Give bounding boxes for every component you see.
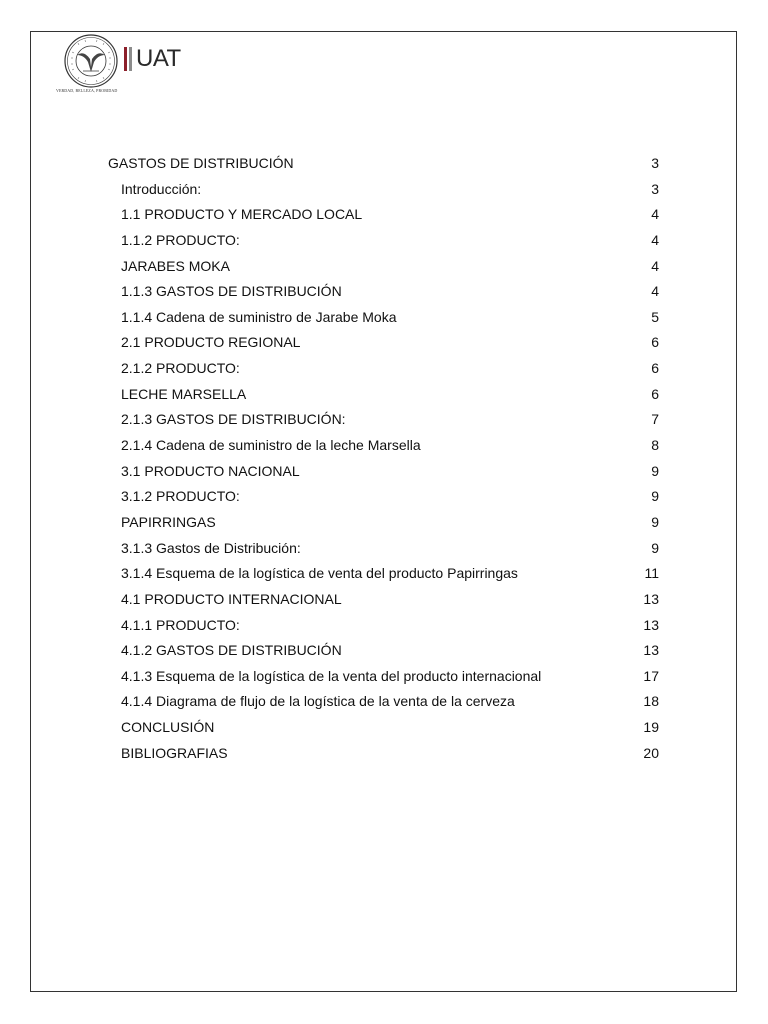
toc-entry[interactable] <box>31 587 736 613</box>
toc-entry-title: 2.1 PRODUCTO REGIONAL <box>121 334 301 351</box>
toc-entry[interactable] <box>31 510 736 536</box>
toc-entry-title: 4.1 PRODUCTO INTERNACIONAL <box>121 590 342 607</box>
toc-entry-page: 6 <box>651 360 659 377</box>
toc-entry-page: 9 <box>651 539 659 556</box>
toc-entry[interactable] <box>31 279 736 305</box>
toc-entry-title: JARABES MOKA <box>121 257 230 274</box>
toc-entry-page: 13 <box>643 616 659 633</box>
toc-entry-title: Introducción: <box>121 180 202 197</box>
header-logo <box>55 32 215 102</box>
toc-entry[interactable] <box>31 305 736 331</box>
toc-entry[interactable] <box>31 356 736 382</box>
toc-entry-page: 17 <box>643 667 659 684</box>
toc-entry-title: 4.1.4 Diagrama de flujo de la logística de la venta de la cerveza <box>121 693 515 710</box>
toc-entry[interactable] <box>31 330 736 356</box>
toc-entry-title: 4.1.2 GASTOS DE DISTRIBUCIÓN <box>121 642 342 659</box>
toc-entry-page: 9 <box>651 513 659 530</box>
toc-entry-title: 2.1.4 Cadena de suministro de la leche Marsella <box>121 437 421 454</box>
toc-entry[interactable] <box>31 741 736 767</box>
toc-entry-page: 19 <box>643 719 659 736</box>
uat-wordmark <box>124 44 181 74</box>
toc-entry-page: 9 <box>651 462 659 479</box>
toc-entry-page: 4 <box>651 231 659 248</box>
toc-entry[interactable] <box>31 382 736 408</box>
toc-entry-title: 3.1.2 PRODUCTO: <box>121 488 240 505</box>
toc-entry-title: BIBLIOGRAFIAS <box>121 744 228 761</box>
toc-entry-title: PAPIRRINGAS <box>121 513 216 530</box>
toc-entry-title: CONCLUSIÓN <box>121 719 215 736</box>
toc-entry-title: 2.1.2 PRODUCTO: <box>121 360 240 377</box>
toc-entry-title: 4.1.3 Esquema de la logística de la venta del producto internacional <box>121 667 542 684</box>
toc-entry-title: 1.1.4 Cadena de suministro de Jarabe Moka <box>121 308 397 325</box>
toc-entry-page: 9 <box>651 488 659 505</box>
toc-entry-title: 1.1.3 GASTOS DE DISTRIBUCIÓN <box>121 283 342 300</box>
toc-entry-page: 4 <box>651 257 659 274</box>
toc-entry-title: 1.1 PRODUCTO Y MERCADO LOCAL <box>121 206 363 223</box>
toc-entry[interactable] <box>31 433 736 459</box>
toc-entry-page: 20 <box>643 744 659 761</box>
toc-entry[interactable] <box>31 664 736 690</box>
toc-entry-page: 13 <box>643 590 659 607</box>
wordmark-red-bar <box>124 47 127 71</box>
toc-entry-title: LECHE MARSELLA <box>121 385 247 402</box>
toc-entry-page: 6 <box>651 385 659 402</box>
wordmark-grey-bar <box>129 47 132 71</box>
toc-entry-page: 18 <box>643 693 659 710</box>
toc-entry[interactable] <box>31 228 736 254</box>
toc-entry-title: 3.1.4 Esquema de la logística de venta del producto Papirringas <box>121 565 518 582</box>
university-seal-icon <box>64 34 118 88</box>
toc-entry-title: 3.1.3 Gastos de Distribución: <box>121 539 301 556</box>
toc-entry-title: 1.1.2 PRODUCTO: <box>121 231 240 248</box>
toc-entry-page: 11 <box>644 565 659 582</box>
toc-entry-title: 4.1.1 PRODUCTO: <box>121 616 240 633</box>
toc-entry[interactable] <box>31 484 736 510</box>
toc-entry-page: 13 <box>643 642 659 659</box>
uat-logo-text: UAT <box>136 45 181 72</box>
toc-entry-page: 3 <box>651 180 659 197</box>
toc-entry-page: 6 <box>651 334 659 351</box>
table-of-contents <box>31 151 736 766</box>
toc-entry-title: GASTOS DE DISTRIBUCIÓN <box>108 155 294 171</box>
toc-entry-page: 7 <box>651 411 659 428</box>
toc-entry[interactable] <box>31 151 736 177</box>
toc-entry[interactable] <box>31 638 736 664</box>
toc-entry-title: 3.1 PRODUCTO NACIONAL <box>121 462 300 479</box>
toc-entry[interactable] <box>31 561 736 587</box>
toc-entry-page: 4 <box>651 283 659 300</box>
toc-entry[interactable] <box>31 177 736 203</box>
toc-entry[interactable] <box>31 407 736 433</box>
toc-entry[interactable] <box>31 715 736 741</box>
university-motto: VERDAD, BELLEZA, PROBIDAD <box>56 88 118 93</box>
toc-entry-page: 5 <box>651 308 659 325</box>
toc-entry[interactable] <box>31 613 736 639</box>
toc-entry-page: 8 <box>651 437 659 454</box>
toc-entry[interactable] <box>31 536 736 562</box>
toc-entry[interactable] <box>31 202 736 228</box>
toc-entry[interactable] <box>31 254 736 280</box>
toc-entry-page: 3 <box>651 155 659 171</box>
toc-entry[interactable] <box>31 689 736 715</box>
toc-entry-page: 4 <box>651 206 659 223</box>
toc-entry[interactable] <box>31 459 736 485</box>
toc-entry-title: 2.1.3 GASTOS DE DISTRIBUCIÓN: <box>121 411 346 428</box>
document-page <box>30 31 737 992</box>
